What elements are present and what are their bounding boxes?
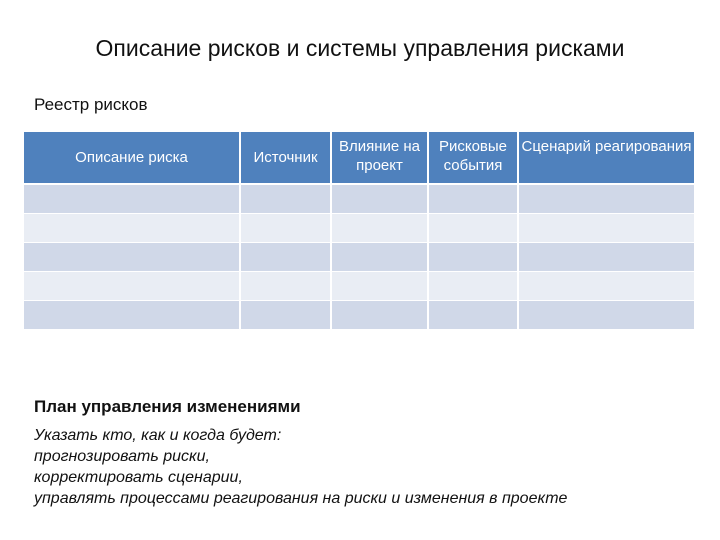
table-row — [24, 271, 694, 300]
table-cell — [240, 213, 331, 242]
table-cell — [518, 184, 694, 213]
table-cell — [518, 242, 694, 271]
header-response-scenario: Сценарий реагирования — [518, 132, 694, 184]
header-project-impact: Влияние на проект — [331, 132, 428, 184]
change-plan-line: Указать кто, как и когда будет: — [34, 427, 282, 444]
table-cell — [24, 271, 240, 300]
table-cell — [331, 300, 428, 329]
header-risk-description: Описание риска — [24, 132, 240, 184]
change-plan-line: прогнозировать риски, — [34, 448, 210, 465]
table-row — [24, 184, 694, 213]
table-cell — [24, 300, 240, 329]
table-cell — [331, 184, 428, 213]
table-cell — [240, 242, 331, 271]
table-cell — [518, 213, 694, 242]
change-plan-text — [34, 425, 694, 509]
change-plan-line: корректировать сценарии, — [34, 469, 243, 486]
table-cell — [24, 213, 240, 242]
header-risk-events: Рисковые события — [428, 132, 518, 184]
table-cell — [240, 271, 331, 300]
table-row — [24, 213, 694, 242]
table-cell — [331, 213, 428, 242]
table-cell — [428, 300, 518, 329]
table-header-row — [24, 132, 694, 184]
table-row — [24, 242, 694, 271]
table-cell — [518, 271, 694, 300]
table-cell — [240, 300, 331, 329]
header-source: Источник — [240, 132, 331, 184]
change-plan-heading: План управления изменениями — [34, 397, 301, 416]
change-plan-line: управлять процессами реагирования на риски и изменения в проекте — [34, 490, 568, 507]
table-cell — [331, 242, 428, 271]
table-cell — [428, 242, 518, 271]
table-cell — [24, 184, 240, 213]
table-cell — [24, 242, 240, 271]
table-cell — [428, 213, 518, 242]
table-row — [24, 300, 694, 329]
table-cell — [428, 271, 518, 300]
risk-register-heading: Реестр рисков — [34, 95, 148, 114]
slide-title: Описание рисков и системы управления рисками — [95, 35, 625, 61]
table-cell — [518, 300, 694, 329]
table-cell — [428, 184, 518, 213]
table-cell — [331, 271, 428, 300]
table-cell — [240, 184, 331, 213]
risk-register-table — [24, 132, 694, 330]
